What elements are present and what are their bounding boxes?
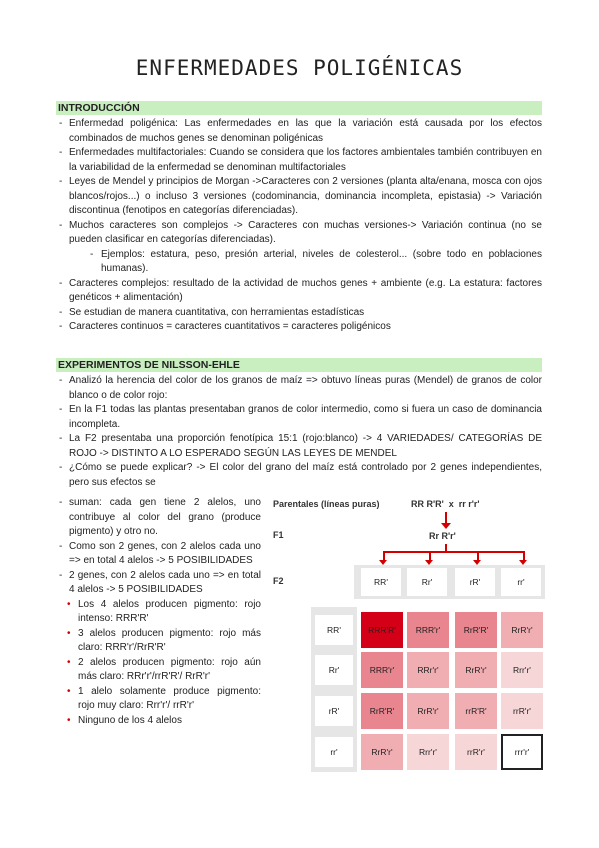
section-header-experiments: EXPERIMENTOS DE NILSSON-EHLE bbox=[56, 358, 542, 372]
gamete-header-cell: Rr' bbox=[407, 568, 447, 596]
list-item: - Ejemplos: estatura, peso, presión arterial, niveles de colesterol... (sobre todo en poblaciones humanas). bbox=[56, 248, 542, 277]
list-item: - Analizó la herencia del color de los granos de maíz => obtuvo líneas puras (Mendel) de granos de color blanco o de color rojo: bbox=[56, 374, 542, 403]
list-item: - ¿Cómo se puede explicar? -> El color del grano del maíz está controlado por 2 genes independientes, pero sus efectos se bbox=[56, 461, 542, 490]
section-header-intro: INTRODUCCIÓN bbox=[56, 101, 542, 115]
gamete-header-cell: RR' bbox=[361, 568, 401, 596]
gamete-side-cell: rr' bbox=[315, 737, 353, 767]
genotype-cell: RRR'R' bbox=[361, 612, 403, 648]
genotype-cell: RrR'R' bbox=[455, 612, 497, 648]
experiments-list bbox=[56, 374, 542, 490]
genotype-cell: Rrr'r' bbox=[407, 734, 449, 770]
genotype-cell: RrR'r' bbox=[501, 612, 543, 648]
list-item: • 3 alelos producen pigmento: rojo más claro: RRR'r'/RrR'R' bbox=[56, 627, 261, 656]
f2-label: F2 bbox=[273, 576, 284, 586]
genotype-cell: rrr'r' bbox=[501, 734, 543, 770]
list-item: - Leyes de Mendel y principios de Morgan ->Caracteres con 2 versiones (planta alta/enana, mosca con ojos blancos/rojos...) o incluso 3 versiones (codominancia, dominancia incompleta, epistasia) -> Variación discontinua (fenotipos en categorías diferenciadas). bbox=[56, 175, 542, 219]
punnett-square-figure bbox=[265, 490, 555, 780]
genotype-cell: RrR'R' bbox=[361, 693, 403, 729]
genotype-cell: RrR'r' bbox=[455, 652, 497, 688]
list-item: - 2 genes, con 2 alelos cada uno => en total 4 alelos -> 5 POSIBILIDADES bbox=[56, 569, 261, 598]
genotype-cell: RRR'r' bbox=[361, 652, 403, 688]
list-item: - La F2 presentaba una proporción fenotípica 15:1 (rojo:blanco) -> 4 VARIEDADES/ CATEGORÍAS DE ROJO -> DISTINTO A LO ESPERADO SEGÚN LAS LEYES DE MENDEL bbox=[56, 432, 542, 461]
f1-label: F1 bbox=[273, 530, 284, 540]
list-item: - Enfermedad poligénica: Las enfermedades en las que la variación está causada por los efectos combinados de muchos genes se denominan poligénicas bbox=[56, 117, 542, 146]
experiments-left-list bbox=[56, 496, 261, 728]
genotype-cell: Rrr'r' bbox=[501, 652, 543, 688]
parentales-cross: RR R'R' x rr r'r' bbox=[411, 499, 480, 509]
list-item: - Muchos caracteres son complejos -> Caracteres con muchas versiones-> Variación continua (no se pueden clasificar en categorías diferenciadas). bbox=[56, 219, 542, 248]
list-item: - Caracteres complejos: resultado de la actividad de muchos genes + ambiente (e.g. La estatura: factores genéticos + alimentación) bbox=[56, 277, 542, 306]
gamete-header-cell: rR' bbox=[455, 568, 495, 596]
list-item: - Enfermedades multifactoriales: Cuando se considera que los factores ambientales también contribuyen en la variabilidad de la enfermedad se denominan multifactoriales bbox=[56, 146, 542, 175]
parentales-label: Parentales (líneas puras) bbox=[273, 499, 380, 509]
gamete-side-cell: rR' bbox=[315, 696, 353, 726]
list-item: - En la F1 todas las plantas presentaban granos de color intermedio, como si fuera un caso de dominancia incompleta. bbox=[56, 403, 542, 432]
intro-list bbox=[56, 117, 542, 335]
f1-genotype: Rr R'r' bbox=[429, 531, 456, 541]
branch-stem-line bbox=[445, 544, 447, 552]
list-item: - suman: cada gen tiene 2 alelos, uno contribuye al color del grano (produce pigmento) y otro no. bbox=[56, 496, 261, 540]
branch-horizontal-line bbox=[383, 551, 523, 553]
genotype-cell: rrR'r' bbox=[455, 734, 497, 770]
gamete-side-cell: Rr' bbox=[315, 655, 353, 685]
genotype-cell: RrR'r' bbox=[361, 734, 403, 770]
list-item: - Se estudian de manera cuantitativa, con herramientas estadísticas bbox=[56, 306, 542, 321]
genotype-cell: RRR'r' bbox=[407, 612, 449, 648]
genotype-cell: rrR'R' bbox=[455, 693, 497, 729]
genotype-cell: RRr'r' bbox=[407, 652, 449, 688]
arrow-head-icon bbox=[441, 523, 451, 529]
list-item: - Caracteres continuos = caracteres cuantitativos = caracteres poligénicos bbox=[56, 320, 542, 335]
list-item: • Ninguno de los 4 alelos bbox=[56, 714, 261, 729]
gamete-side-cell: RR' bbox=[315, 615, 353, 645]
genotype-cell: rrR'r' bbox=[501, 693, 543, 729]
page-title: ENFERMEDADES POLIGÉNICAS bbox=[135, 56, 464, 80]
genotype-cell: RrR'r' bbox=[407, 693, 449, 729]
list-item: • 2 alelos producen pigmento: rojo aún más claro: RRr'r'/rrR'R'/ RrR'r' bbox=[56, 656, 261, 685]
list-item: • Los 4 alelos producen pigmento: rojo intenso: RRR'R' bbox=[56, 598, 261, 627]
list-item: • 1 alelo solamente produce pigmento: rojo muy claro: Rrr'r'/ rrR'r' bbox=[56, 685, 261, 714]
list-item: - Como son 2 genes, con 2 alelos cada uno => en total 4 alelos -> 5 POSIBILIDADES bbox=[56, 540, 261, 569]
gamete-header-cell: rr' bbox=[501, 568, 541, 596]
